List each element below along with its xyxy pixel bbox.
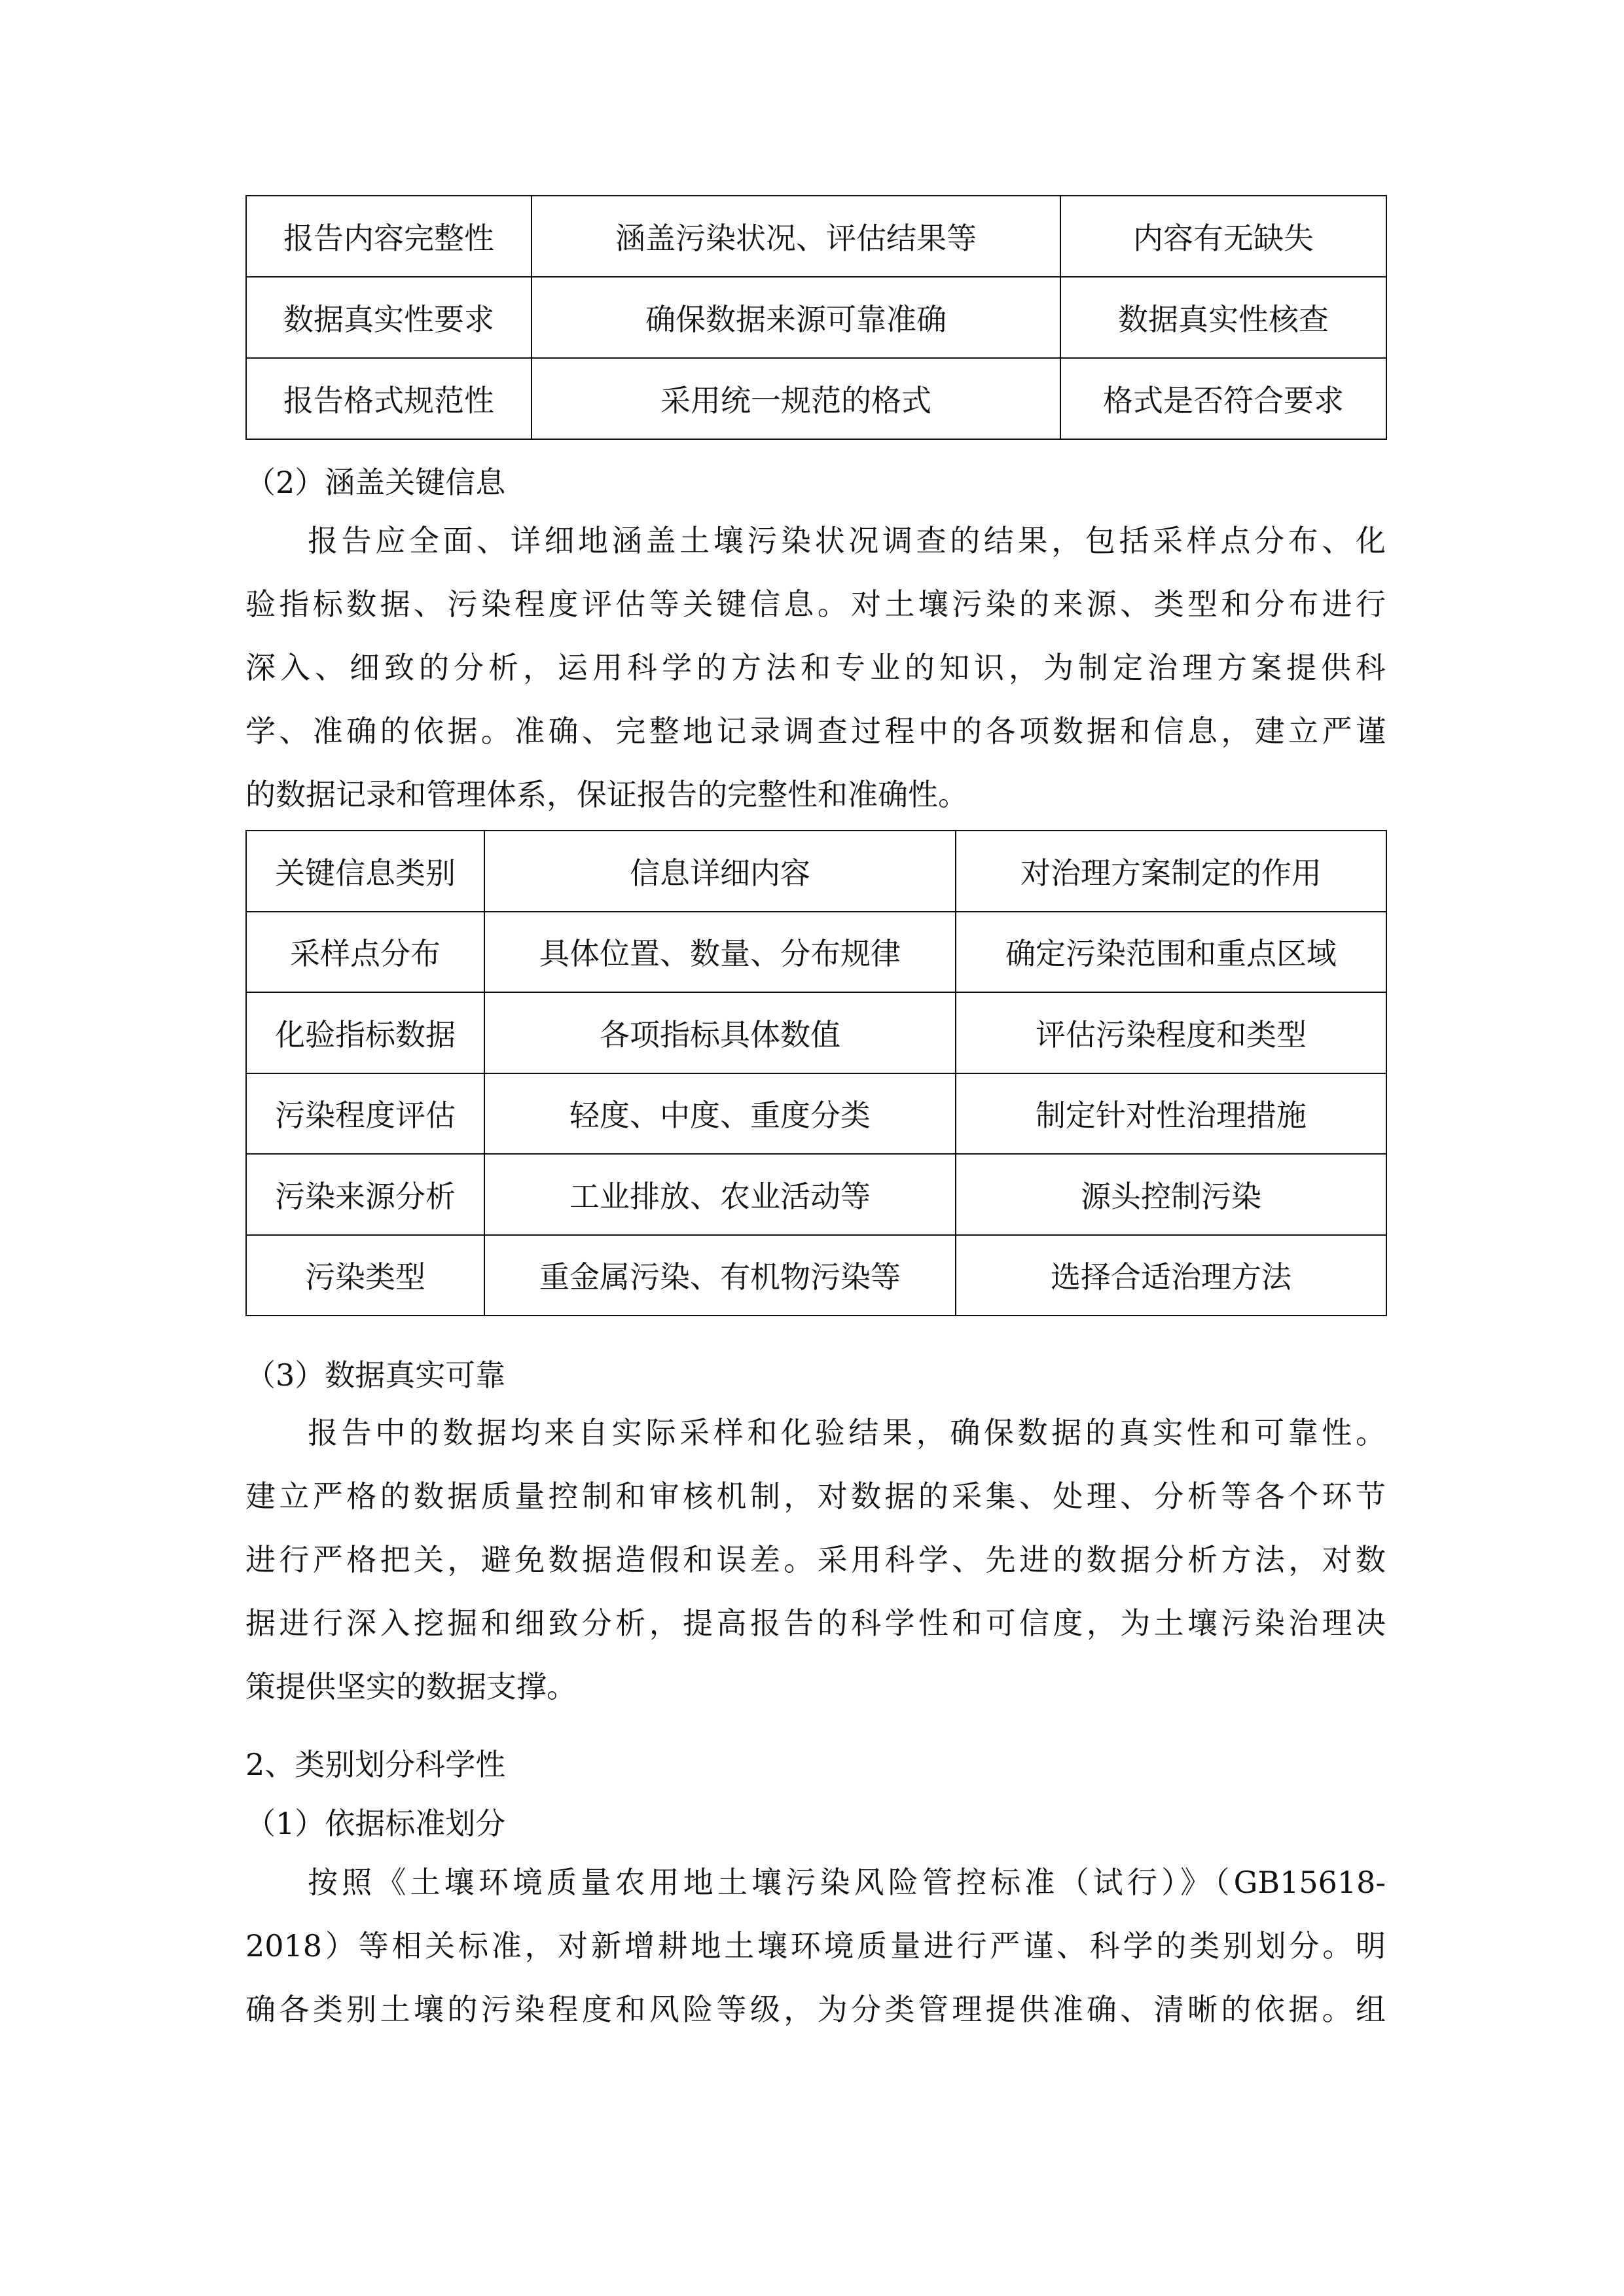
paragraph-line: 按照《土壤环境质量农用地土壤污染风险管控标准（试行）》（GB15618-: [308, 1865, 1386, 1900]
table-row: [246, 992, 1386, 1073]
key-info-table: [245, 830, 1387, 1316]
table-cell: 具体位置、数量、分布规律: [484, 912, 956, 993]
table-header-cell: 关键信息类别: [246, 831, 484, 912]
paragraph-line: 据进行深入挖掘和细致分析，提高报告的科学性和可信度，为土壤污染治理决: [245, 1605, 1386, 1641]
table-cell: 格式是否符合要求: [1060, 358, 1386, 439]
table-cell: 化验指标数据: [246, 992, 484, 1073]
main-heading: 2、类别划分科学性: [245, 1747, 506, 1782]
paragraph-line: 进行严格把关，避免数据造假和误差。采用科学、先进的数据分析方法，对数: [245, 1542, 1386, 1577]
table-cell: 各项指标具体数值: [484, 992, 956, 1073]
table-row: [246, 196, 1386, 277]
paragraph-line: 验指标数据、污染程度评估等关键信息。对土壤污染的来源、类型和分布进行: [245, 586, 1386, 622]
table-cell: 确定污染范围和重点区域: [956, 912, 1386, 993]
table-header-row: [246, 831, 1386, 912]
paragraph-line: 报告中的数据均来自实际采样和化验结果，确保数据的真实性和可靠性。: [308, 1415, 1386, 1450]
table-cell: 工业排放、农业活动等: [484, 1154, 956, 1235]
table-cell: 数据真实性要求: [246, 277, 532, 358]
paragraph-line: 策提供坚实的数据支撑。: [245, 1669, 577, 1704]
table-cell: 重金属污染、有机物污染等: [484, 1235, 956, 1316]
table-cell: 污染来源分析: [246, 1154, 484, 1235]
paragraph-line: 2018）等相关标准，对新增耕地土壤环境质量进行严谨、科学的类别划分。明: [245, 1928, 1386, 1964]
table-cell: 选择合适治理方法: [956, 1235, 1386, 1316]
section-heading: （2）涵盖关键信息: [245, 465, 506, 500]
paragraph-line: 的数据记录和管理体系，保证报告的完整性和准确性。: [245, 777, 968, 812]
table-row: [246, 1073, 1386, 1155]
table-cell: 轻度、中度、重度分类: [484, 1073, 956, 1155]
table-cell: 数据真实性核查: [1060, 277, 1386, 358]
table-cell: 确保数据来源可靠准确: [532, 277, 1060, 358]
paragraph-line: 建立严格的数据质量控制和审核机制，对数据的采集、处理、分析等各个环节: [245, 1479, 1386, 1514]
table-row: [246, 1235, 1386, 1316]
section-heading: （3）数据真实可靠: [245, 1357, 506, 1393]
section-heading: （1）依据标准划分: [245, 1806, 506, 1841]
table-cell: 源头控制污染: [956, 1154, 1386, 1235]
table-cell: 采样点分布: [246, 912, 484, 993]
table-header-cell: 对治理方案制定的作用: [956, 831, 1386, 912]
table-row: [246, 1154, 1386, 1235]
table-cell: 污染程度评估: [246, 1073, 484, 1155]
requirements-table: [245, 195, 1387, 440]
table-cell: 制定针对性治理措施: [956, 1073, 1386, 1155]
paragraph-line: 深入、细致的分析，运用科学的方法和专业的知识，为制定治理方案提供科: [245, 650, 1386, 685]
table-cell: 评估污染程度和类型: [956, 992, 1386, 1073]
table-row: [246, 912, 1386, 993]
paragraph-line: 报告应全面、详细地涵盖土壤污染状况调查的结果，包括采样点分布、化: [308, 523, 1386, 558]
table-cell: 报告内容完整性: [246, 196, 532, 277]
paragraph-line: 学、准确的依据。准确、完整地记录调查过程中的各项数据和信息，建立严谨: [245, 713, 1386, 749]
table-cell: 涵盖污染状况、评估结果等: [532, 196, 1060, 277]
table-cell: 采用统一规范的格式: [532, 358, 1060, 439]
table-cell: 内容有无缺失: [1060, 196, 1386, 277]
table-cell: 污染类型: [246, 1235, 484, 1316]
table-cell: 报告格式规范性: [246, 358, 532, 439]
table-row: [246, 358, 1386, 439]
table-header-cell: 信息详细内容: [484, 831, 956, 912]
paragraph-line: 确各类别土壤的污染程度和风险等级，为分类管理提供准确、清晰的依据。组: [245, 1992, 1386, 2027]
table-row: [246, 277, 1386, 358]
